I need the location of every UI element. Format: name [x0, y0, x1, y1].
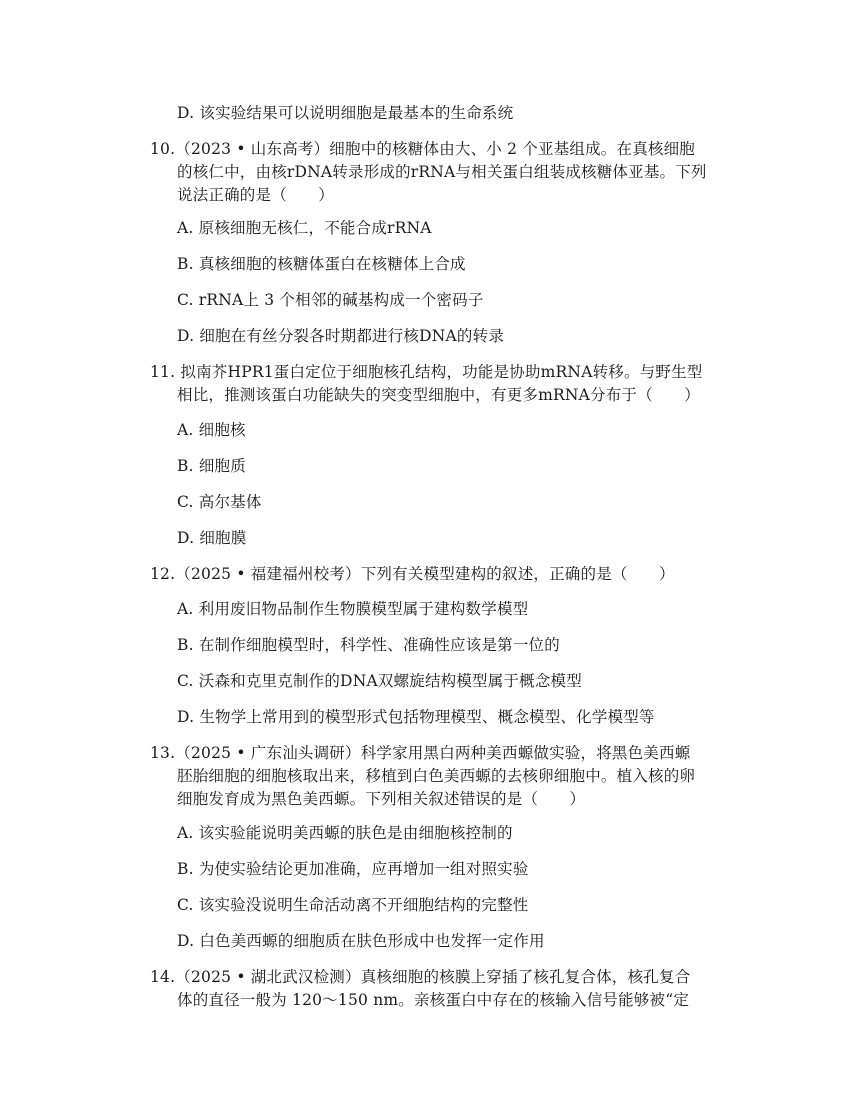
q10-option-d: D. 细胞在有丝分裂各时期都进行核DNA的转录 — [177, 327, 505, 345]
q10-stem-line-2: 的核仁中，由核rDNA转录形成的rRNA与相关蛋白组装成核糖体亚基。下列 — [177, 163, 707, 181]
q13-option-a: A. 该实验能说明美西螈的肤色是由细胞核控制的 — [177, 824, 513, 842]
q14-stem-line-2: 体的直径一般为 120～150 nm。亲核蛋白中存在的核输入信号能够被“定 — [177, 991, 690, 1009]
q11-stem-line-2: 相比，推测该蛋白功能缺失的突变型细胞中，有更多mRNA分布于（ ） — [177, 386, 700, 404]
q11-option-d: D. 细胞膜 — [177, 529, 247, 547]
q11-option-a: A. 细胞核 — [177, 421, 246, 439]
q11-option-b: B. 细胞质 — [177, 457, 246, 475]
q11-stem-line-1: 11. 拟南芥HPR1蛋白定位于细胞核孔结构，功能是协助mRNA转移。与野生型 — [150, 363, 703, 381]
q12-stem-line-1: 12.（2025 • 福建福州校考）下列有关模型建构的叙述，正确的是（ ） — [150, 565, 675, 583]
q11-option-c: C. 高尔基体 — [177, 493, 262, 511]
q12-option-b: B. 在制作细胞模型时，科学性、准确性应该是第一位的 — [177, 636, 560, 654]
q13-stem-line-2: 胚胎细胞的细胞核取出来，移植到白色美西螈的去核卵细胞中。植入核的卵 — [177, 767, 696, 785]
q13-stem-line-1: 13.（2025 • 广东汕头调研）科学家用黑白两种美西螈做实验，将黑色美西螈 — [150, 744, 691, 762]
q10-option-b: B. 真核细胞的核糖体蛋白在核糖体上合成 — [177, 255, 466, 273]
q13-option-c: C. 该实验没说明生命活动离不开细胞结构的完整性 — [177, 896, 529, 914]
q13-option-b: B. 为使实验结论更加准确，应再增加一组对照实验 — [177, 860, 529, 878]
q13-option-d: D. 白色美西螈的细胞质在肤色形成中也发挥一定作用 — [177, 932, 545, 950]
q12-option-d: D. 生物学上常用到的模型形式包括物理模型、概念模型、化学模型等 — [177, 708, 655, 726]
q9-option-d: D. 该实验结果可以说明细胞是最基本的生命系统 — [177, 104, 514, 122]
q14-stem-line-1: 14.（2025 • 湖北武汉检测）真核细胞的核膜上穿插了核孔复合体，核孔复合 — [150, 968, 691, 986]
q10-stem-line-1: 10.（2023 • 山东高考）细胞中的核糖体由大、小 2 个亚基组成。在真核细胞 — [150, 140, 696, 158]
q12-option-c: C. 沃森和克里克制作的DNA双螺旋结构模型属于概念模型 — [177, 672, 582, 690]
q13-stem-line-3: 细胞发育成为黑色美西螈。下列相关叙述错误的是（ ） — [177, 790, 586, 808]
q10-stem-line-3: 说法正确的是（ ） — [177, 186, 335, 204]
q12-option-a: A. 利用废旧物品制作生物膜模型属于建构数学模型 — [177, 600, 529, 618]
q10-option-c: C. rRNA上 3 个相邻的碱基构成一个密码子 — [177, 291, 484, 309]
q10-option-a: A. 原核细胞无核仁，不能合成rRNA — [177, 219, 432, 237]
